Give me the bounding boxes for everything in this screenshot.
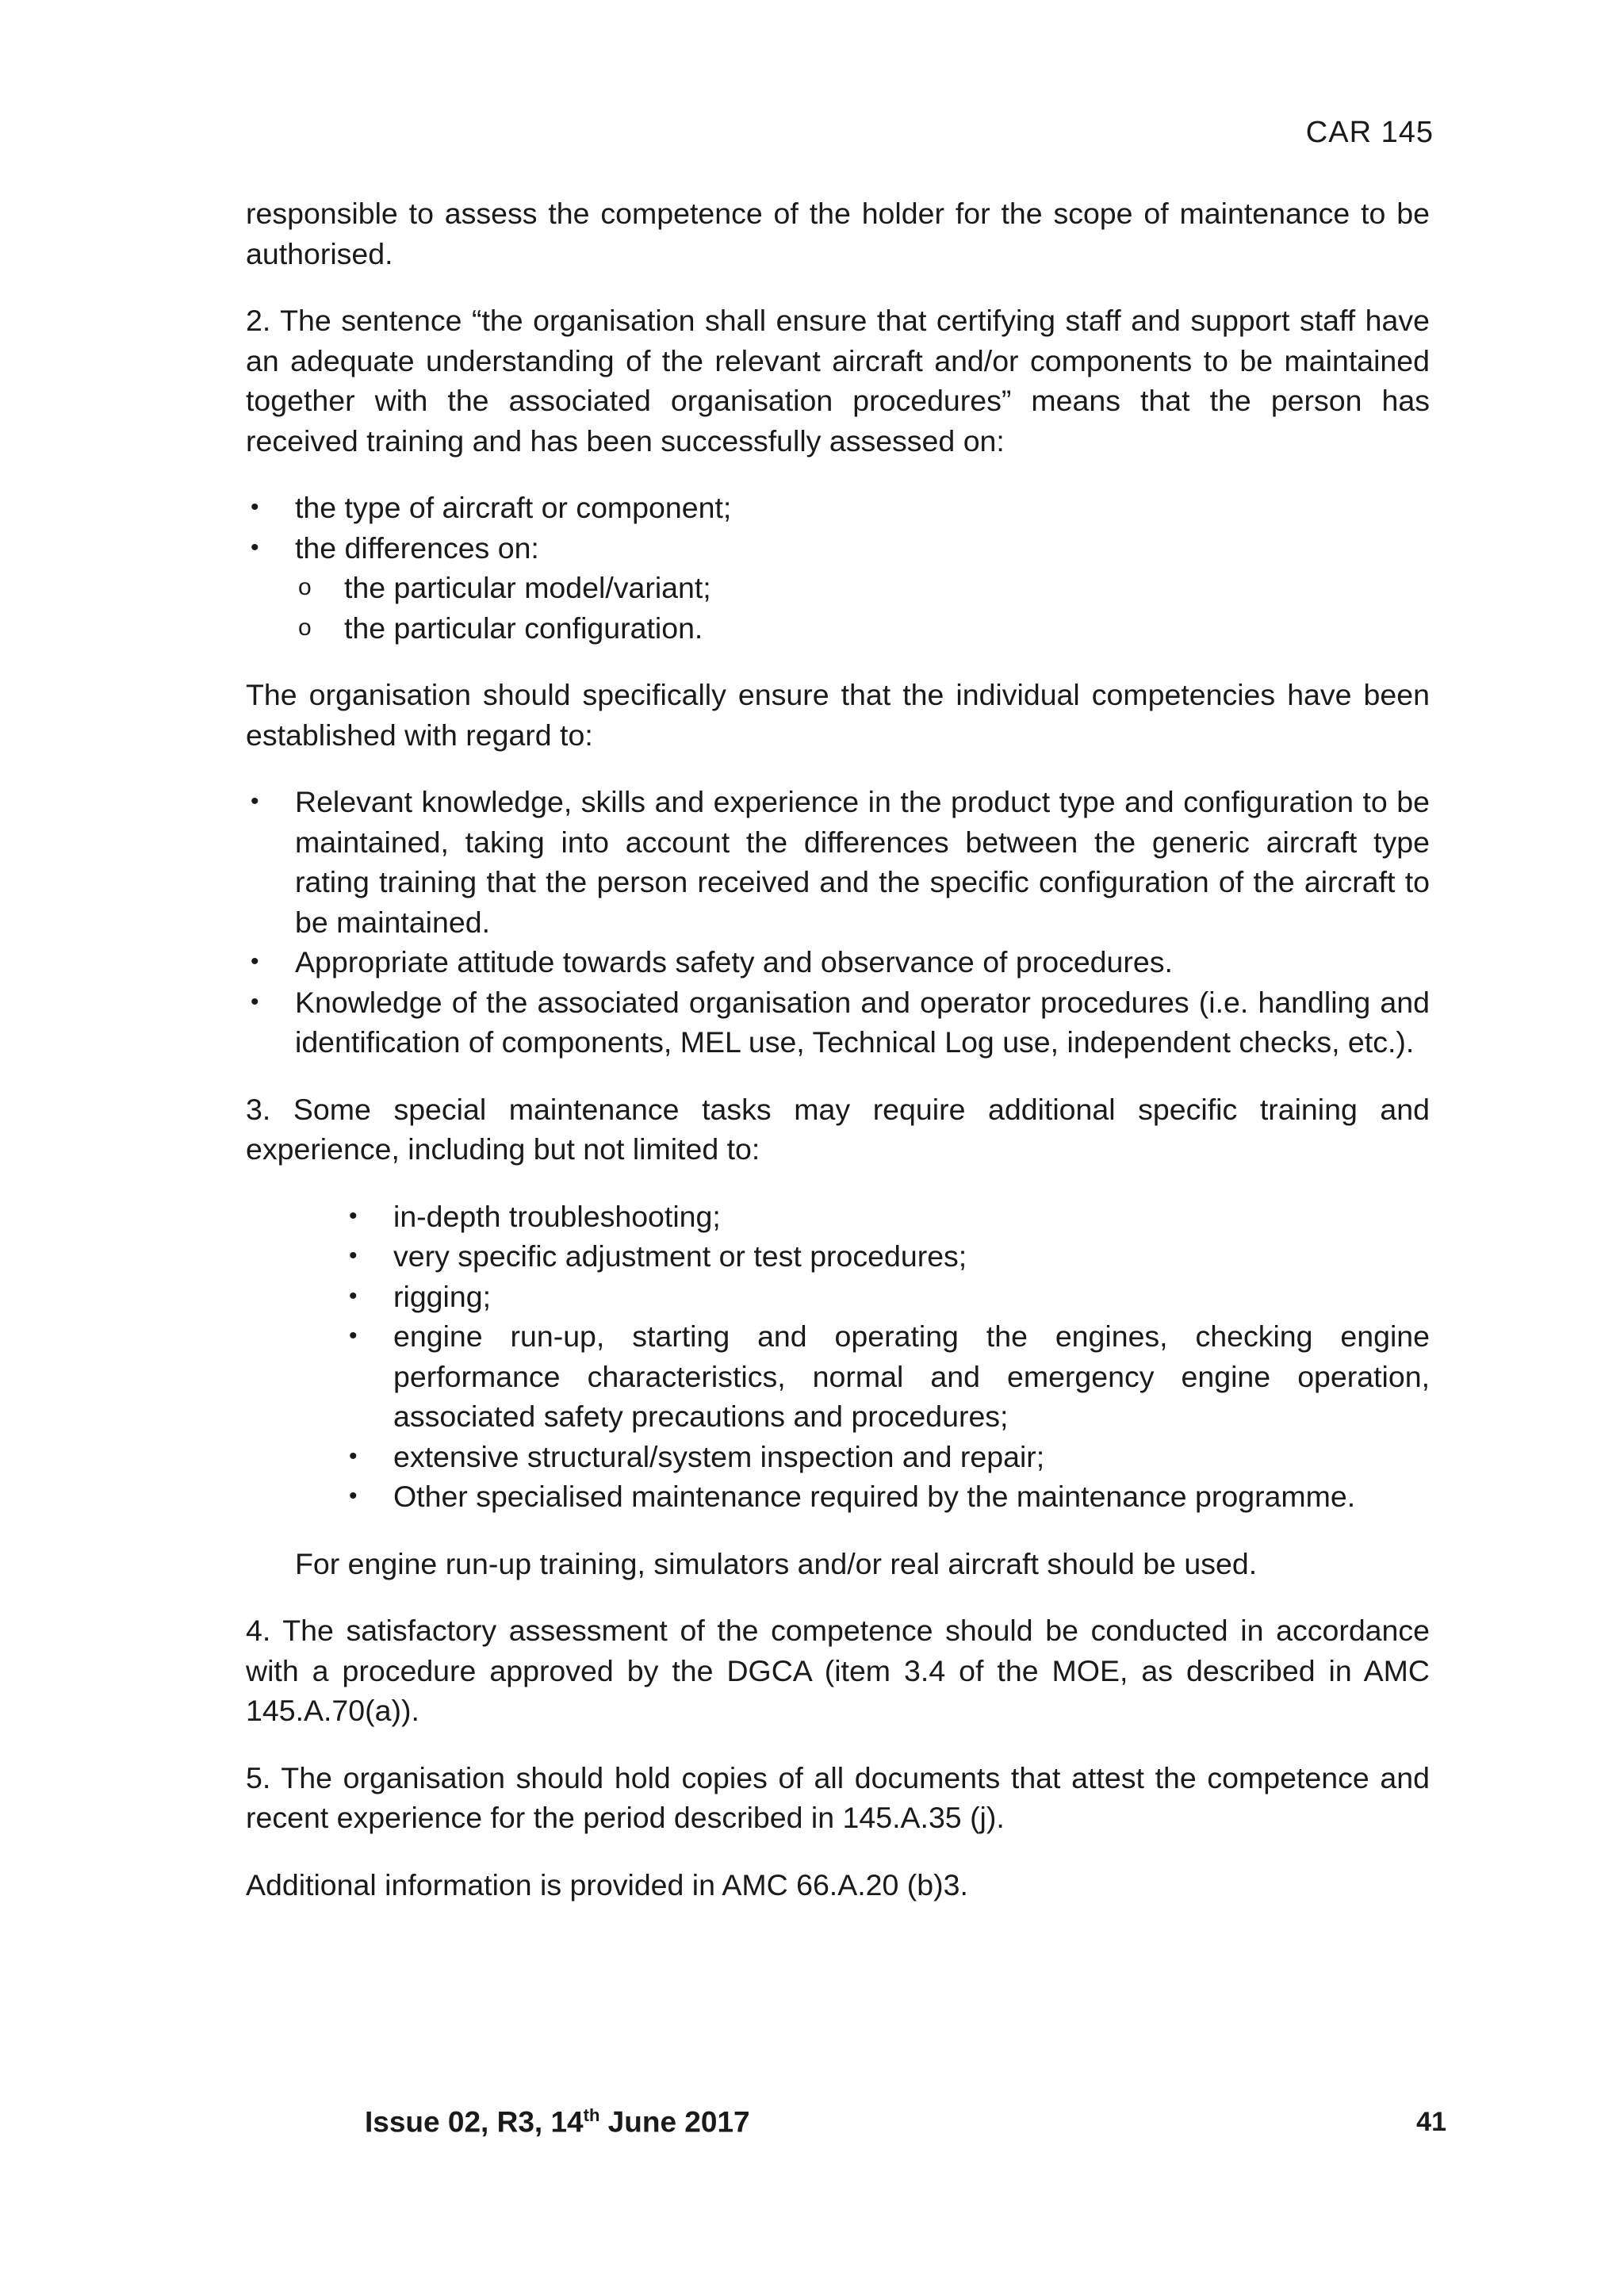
sublist-item	[295, 568, 1430, 608]
list-item-text: the type of aircraft or component;	[295, 491, 732, 524]
list-item	[246, 528, 1430, 649]
bullet-icon: •	[251, 788, 259, 814]
list-item-text: Other specialised maintenance required by the maintenance programme.	[393, 1480, 1356, 1513]
paragraph-intro: responsible to assess the competence of the holder for the scope of maintenance to be authorised.	[246, 197, 1430, 270]
paragraph-2: 2. The sentence “the organisation shall ensure that certifying staff and support staff have an adequate understanding of the relevant aircraft and/or components to be maintained together with the associated organisation procedures” means that the person has received training and has been successfully assessed on:	[246, 304, 1430, 458]
list-item	[344, 1197, 1430, 1237]
list-item-text: in-depth troubleshooting;	[393, 1199, 721, 1233]
list-item-text: Appropriate attitude towards safety and observance of procedures.	[295, 945, 1173, 978]
footer-issue	[365, 2105, 750, 2139]
special-tasks-list	[344, 1197, 1430, 1517]
bullet-icon: •	[349, 1202, 358, 1229]
sublist-item	[295, 608, 1430, 649]
circle-bullet-icon: o	[298, 614, 312, 641]
competencies-list	[246, 782, 1430, 1063]
bullet-icon: •	[251, 948, 259, 975]
list-item	[344, 1236, 1430, 1277]
paragraph-4: 4. The satisfactory assessment of the competence should be conducted in accordance with a procedure approved by the DGCA (item 3.4 of the MOE, as described in AMC 145.A.70(a)).	[246, 1614, 1430, 1727]
list-item	[344, 1277, 1430, 1317]
footer-issue-prefix: Issue 02, R3, 14	[365, 2105, 584, 2139]
list-item-text: the differences on:	[295, 530, 539, 565]
bullet-icon: •	[251, 534, 259, 561]
page-content	[246, 193, 1430, 1932]
paragraph-3: 3. Some special maintenance tasks may require additional specific training and experience, including but not limited to:	[246, 1092, 1430, 1166]
bullet-icon: •	[349, 1483, 358, 1509]
bullet-icon: •	[251, 494, 259, 520]
list-item-text: Knowledge of the associated organisation and operator procedures (i.e. handling and identification of components, MEL use, Technical Log use, independent checks, etc.).	[295, 985, 1430, 1059]
bullet-icon: •	[349, 1282, 358, 1309]
list-item	[246, 942, 1430, 982]
circle-bullet-icon: o	[298, 574, 312, 600]
list-item	[344, 1316, 1430, 1437]
footer-issue-sup: th	[583, 2105, 600, 2125]
bullet-icon: •	[349, 1442, 358, 1469]
sublist-item-text: the particular model/variant;	[344, 571, 711, 604]
assessment-list	[246, 488, 1430, 648]
list-item-text: very specific adjustment or test procedures;	[393, 1239, 967, 1273]
footer-issue-suffix: June 2017	[599, 2105, 750, 2139]
list-item	[344, 1476, 1430, 1517]
bullet-icon: •	[349, 1323, 358, 1349]
list-item-text: engine run-up, starting and operating the engines, checking engine performance characteristics, normal and emergency engine operation, associated safety precautions and procedures;	[393, 1319, 1430, 1433]
document-code: CAR 145	[1305, 116, 1434, 149]
paragraph-competencies: The organisation should specifically ensure that the individual competencies have been established with regard to:	[246, 678, 1430, 752]
list-item-text: extensive structural/system inspection and repair;	[393, 1439, 1045, 1473]
page-number: 41	[1416, 2107, 1446, 2137]
list-item	[246, 488, 1430, 528]
list-item	[344, 1437, 1430, 1477]
list-item	[246, 782, 1430, 942]
paragraph-run-up: For engine run-up training, simulators and/or real aircraft should be used.	[295, 1546, 1258, 1580]
sublist-item-text: the particular configuration.	[344, 611, 703, 645]
list-item-text: rigging;	[393, 1279, 491, 1313]
bullet-icon: •	[349, 1243, 358, 1269]
list-item	[246, 982, 1430, 1063]
list-item-text: Relevant knowledge, skills and experience in the product type and configuration to be maintained, taking into account the differences between the generic aircraft type rating training that the person received and the specific configuration of the aircraft to be maintained.	[295, 785, 1430, 939]
paragraph-additional: Additional information is provided in AMC 66.A.20 (b)3.	[246, 1867, 968, 1901]
bullet-icon: •	[251, 988, 259, 1015]
differences-sublist	[295, 568, 1430, 648]
paragraph-5: 5. The organisation should hold copies of all documents that attest the competence and recent experience for the period described in 145.A.35 (j).	[246, 1760, 1430, 1834]
